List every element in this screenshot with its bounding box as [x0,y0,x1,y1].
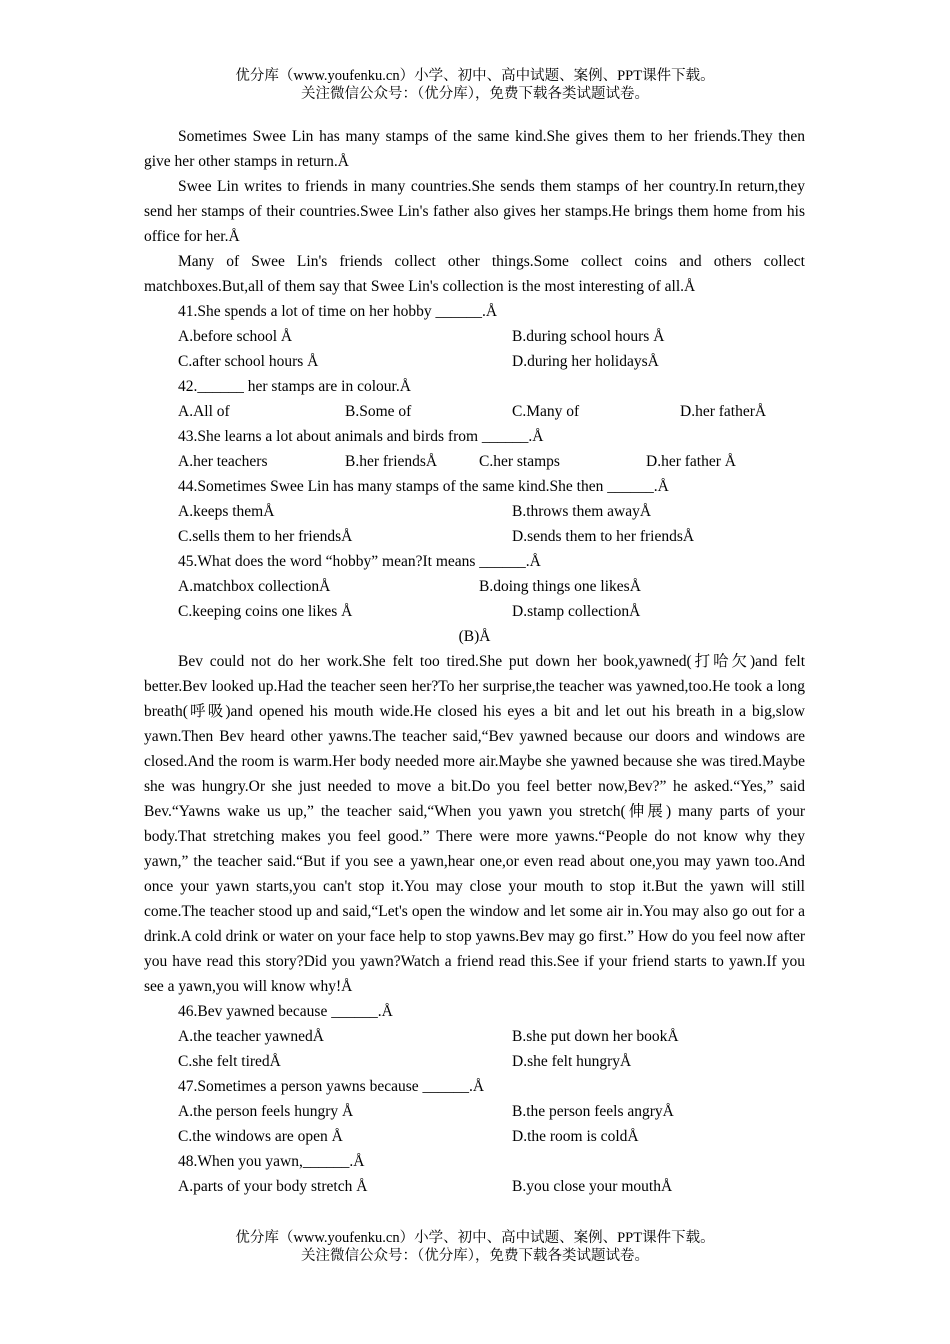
question-41-option-d: D.during her holidaysÅ [512,353,659,370]
question-48-option-b: B.you close your mouthÅ [512,1178,673,1195]
footer-line-2: 关注微信公众号：（优分库），免费下载各类试题试卷。 [301,1248,649,1264]
question-42-option-d: D.her fatherÅ [680,403,767,420]
question-44: 44.Sometimes Swee Lin has many stamps of the same kind.She then ______.Å [178,478,669,495]
question-46-option-b: B.she put down her bookÅ [512,1028,679,1045]
question-41: 41.She spends a lot of time on her hobby ______.Å [178,303,498,320]
question-47-option-a: A.the person feels hungry Å [178,1103,354,1120]
question-46-option-a: A.the teacher yawnedÅ [178,1028,324,1045]
question-47-option-b: B.the person feels angryÅ [512,1103,674,1120]
page-footer [0,1229,950,1265]
question-45-option-a: A.matchbox collectionÅ [178,578,331,595]
question-45: 45.What does the word “hobby” mean?It means ______.Å [178,553,541,570]
question-46-options-row-2 [144,1049,805,1074]
question-47-options-row-2 [144,1124,805,1149]
question-45-option-d: D.stamp collectionÅ [512,603,641,620]
question-47-options-row-1 [144,1099,805,1124]
question-42: 42.______ her stamps are in colour.Å [178,378,411,395]
question-45-option-c: C.keeping coins one likes Å [178,603,353,620]
question-44-option-b: B.throws them awayÅ [512,503,652,520]
question-42-options [144,399,805,424]
question-47-option-c: C.the windows are open Å [178,1128,343,1145]
passage-b-paragraph: Bev could not do her work.She felt too tired.She put down her book,yawned(打哈欠)and felt better.Bev looked up.Had the teacher seen her?To her surprise,the teacher was yawned,too.He took a long breath(呼吸)and opened his mouth wide.He closed his eyes a bit and let out his breath in a big,slow yawn.Then Bev heard other yawns.The teacher said,“Bev yawned because our doors and windows are closed.And the room is warm.Her body needed more air.Maybe she yawned because she was tired.Maybe she was hungry.Or she just needed to move a bit.Do you feel better now,Bev?” he asked.“Yes,” said Bev.“Yawns wake us up,” the teacher said,“When you yawn you stretch(伸展) many parts of your body.That stretching makes you feel good.” There were more yawns.“People do not know why they yawn,” the teacher said.“But if you see a yawn,hear one,or even read about one,you may yawn too.And once your yawn starts,you can't stop it.You may close your mouth to stop it.But the yawn will still come.The teacher stood up and said,“Let's open the window and let some air in.You may also go out for a drink.A cold drink or water on your face help to stop yawns.Bev may go first.” How do you feel now after you have read this story?Did you yawn?Watch a friend read this.See if your friend starts to yawn.If you see a yawn,you will know why!Å [144,653,805,995]
header-line-2: 关注微信公众号：（优分库），免费下载各类试题试卷。 [301,86,649,102]
header-line-1: 优分库（www.youfenku.cn）小学、初中、高中试题、案例、PPT课件下载。 [235,68,715,84]
question-46-option-c: C.she felt tiredÅ [178,1053,281,1070]
question-41-option-c: C.after school hours Å [178,353,319,370]
passage-a-paragraph-2: Swee Lin writes to friends in many countries.She sends them stamps of her country.In return,they send her stamps of their countries.Swee Lin's father also gives her stamps.He brings them home from his office for her.Å [144,178,805,245]
question-41-options-row-1 [144,324,805,349]
question-43-option-b: B.her friendsÅ [345,453,438,470]
question-42-option-a: A.All of [178,403,230,420]
question-41-option-a: A.before school Å [178,328,293,345]
question-42-option-b: B.Some of [345,403,412,420]
question-44-option-d: D.sends them to her friendsÅ [512,528,695,545]
question-46-options-row-1 [144,1024,805,1049]
question-44-option-c: C.sells them to her friendsÅ [178,528,353,545]
question-48-option-a: A.parts of your body stretch Å [178,1178,368,1195]
question-42-option-c: C.Many of [512,403,580,420]
page-header [0,67,950,103]
section-b-title: (B)Å [458,628,491,645]
question-41-option-b: B.during school hours Å [512,328,665,345]
question-45-options-row-1 [144,574,805,599]
document-body [144,124,805,1199]
question-43-option-a: A.her teachers [178,453,268,470]
question-41-options-row-2 [144,349,805,374]
question-43: 43.She learns a lot about animals and birds from ______.Å [178,428,544,445]
question-46: 46.Bev yawned because ______.Å [178,1003,393,1020]
question-44-options-row-2 [144,524,805,549]
question-45-option-b: B.doing things one likesÅ [479,578,641,595]
question-47-option-d: D.the room is coldÅ [512,1128,639,1145]
question-48: 48.When you yawn,______.Å [178,1153,365,1170]
passage-a-paragraph-3: Many of Swee Lin's friends collect other things.Some collect coins and others collect matchboxes.But,all of them say that Swee Lin's collection is the most interesting of all.Å [144,253,805,295]
question-43-option-c: C.her stamps [479,453,560,470]
passage-a-paragraph-1: Sometimes Swee Lin has many stamps of the same kind.She gives them to her friends.They then give her other stamps in return.Å [144,128,805,170]
question-44-options-row-1 [144,499,805,524]
question-48-options-row-1 [144,1174,805,1199]
question-43-options [144,449,805,474]
question-46-option-d: D.she felt hungryÅ [512,1053,632,1070]
footer-line-1: 优分库（www.youfenku.cn）小学、初中、高中试题、案例、PPT课件下载。 [235,1230,715,1246]
question-47: 47.Sometimes a person yawns because ______.Å [178,1078,485,1095]
question-43-option-d: D.her father Å [646,453,736,470]
question-45-options-row-2 [144,599,805,624]
question-44-option-a: A.keeps themÅ [178,503,275,520]
